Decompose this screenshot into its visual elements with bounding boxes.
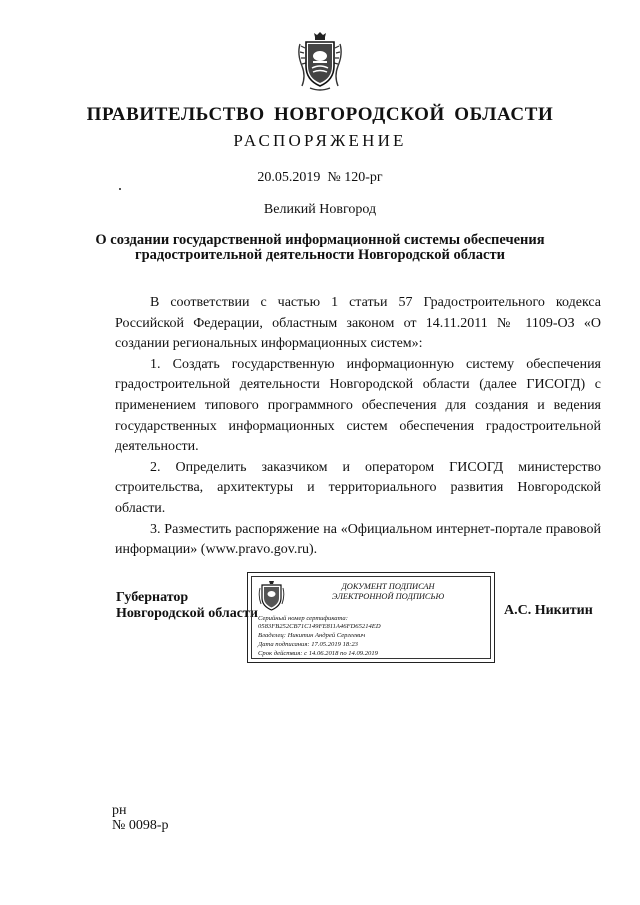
document-date-number xyxy=(0,170,640,186)
governor-title-line-1: Губернатор xyxy=(116,590,189,605)
stamp-owner: Владелец: Никитин Андрей Сергеевич xyxy=(258,632,366,639)
city-name: Великий Новгород xyxy=(263,202,377,217)
footer-line-2: № 0098-р xyxy=(112,818,169,833)
stamp-serial-number: 0583FB252CB71C149FE811A46FD65214ED xyxy=(258,623,381,630)
subject-line-2: градостроительной деятельности Новгородской области xyxy=(135,247,505,263)
stamp-validity: Срок действия: с 14.06.2018 по 14.09.2019 xyxy=(258,650,378,657)
stamp-title xyxy=(288,582,488,602)
organization-title: ПРАВИТЕЛЬСТВО НОВГОРОДСКОЙ ОБЛАСТИ xyxy=(86,104,554,125)
footer-registration xyxy=(112,803,169,833)
footer-line-1: рн xyxy=(112,803,127,818)
stamp-signed-date: Дата подписания: 17.05.2019 18:23 xyxy=(258,641,358,648)
stamp-serial-label: Серийный номер сертификата: xyxy=(258,615,348,622)
document-body xyxy=(115,293,601,561)
governor-title xyxy=(116,590,258,622)
stamp-title-line-1: ДОКУМЕНТ ПОДПИСАН xyxy=(341,582,435,591)
subject-line-1: О создании государственной информационной системы обеспечения xyxy=(95,232,545,248)
stamp-inner-border xyxy=(251,576,491,659)
stamp-coat-of-arms-icon xyxy=(258,580,285,612)
stamp-title-line-2: ЭЛЕКТРОННОЙ ПОДПИСЬЮ xyxy=(331,592,445,601)
signer-name: А.С. Никитин xyxy=(504,603,593,618)
paragraph-item-2: 2. Определить заказчиком и оператором ГИСОГД министерство строительства, архитектуры и территориального развития Новгородской области. xyxy=(115,459,601,516)
paragraph-item-3: 3. Разместить распоряжение на «Официальном интернет-портале правовой информации» (www.pravo.gov.ru). xyxy=(115,521,601,558)
governor-title-line-2: Новгородской области xyxy=(116,606,258,621)
document-subject xyxy=(0,233,640,263)
coat-of-arms-icon xyxy=(296,30,344,92)
document-number: 120-рг xyxy=(344,170,383,185)
paragraph-item-1: 1. Создать государственную информационную систему обеспечения градостроительной деятельности Новгородской области (далее ГИСОГД) с применением типового программного обеспечения для создания и ведения государственных информационных систем обеспечения градостроительной деятельности. xyxy=(115,356,601,455)
document-date: 20.05.2019 xyxy=(257,170,321,185)
margin-mark xyxy=(119,188,121,190)
electronic-signature-stamp xyxy=(247,572,495,663)
paragraph-preamble: В соответствии с частью 1 статьи 57 Градостроительного кодекса Российской Федерации, областным законом от 14.11.2011 № 1109-ОЗ «О создании региональных информационных систем»: xyxy=(115,295,601,352)
document-type: РАСПОРЯЖЕНИЕ xyxy=(233,131,407,150)
number-sign: № xyxy=(327,170,341,185)
